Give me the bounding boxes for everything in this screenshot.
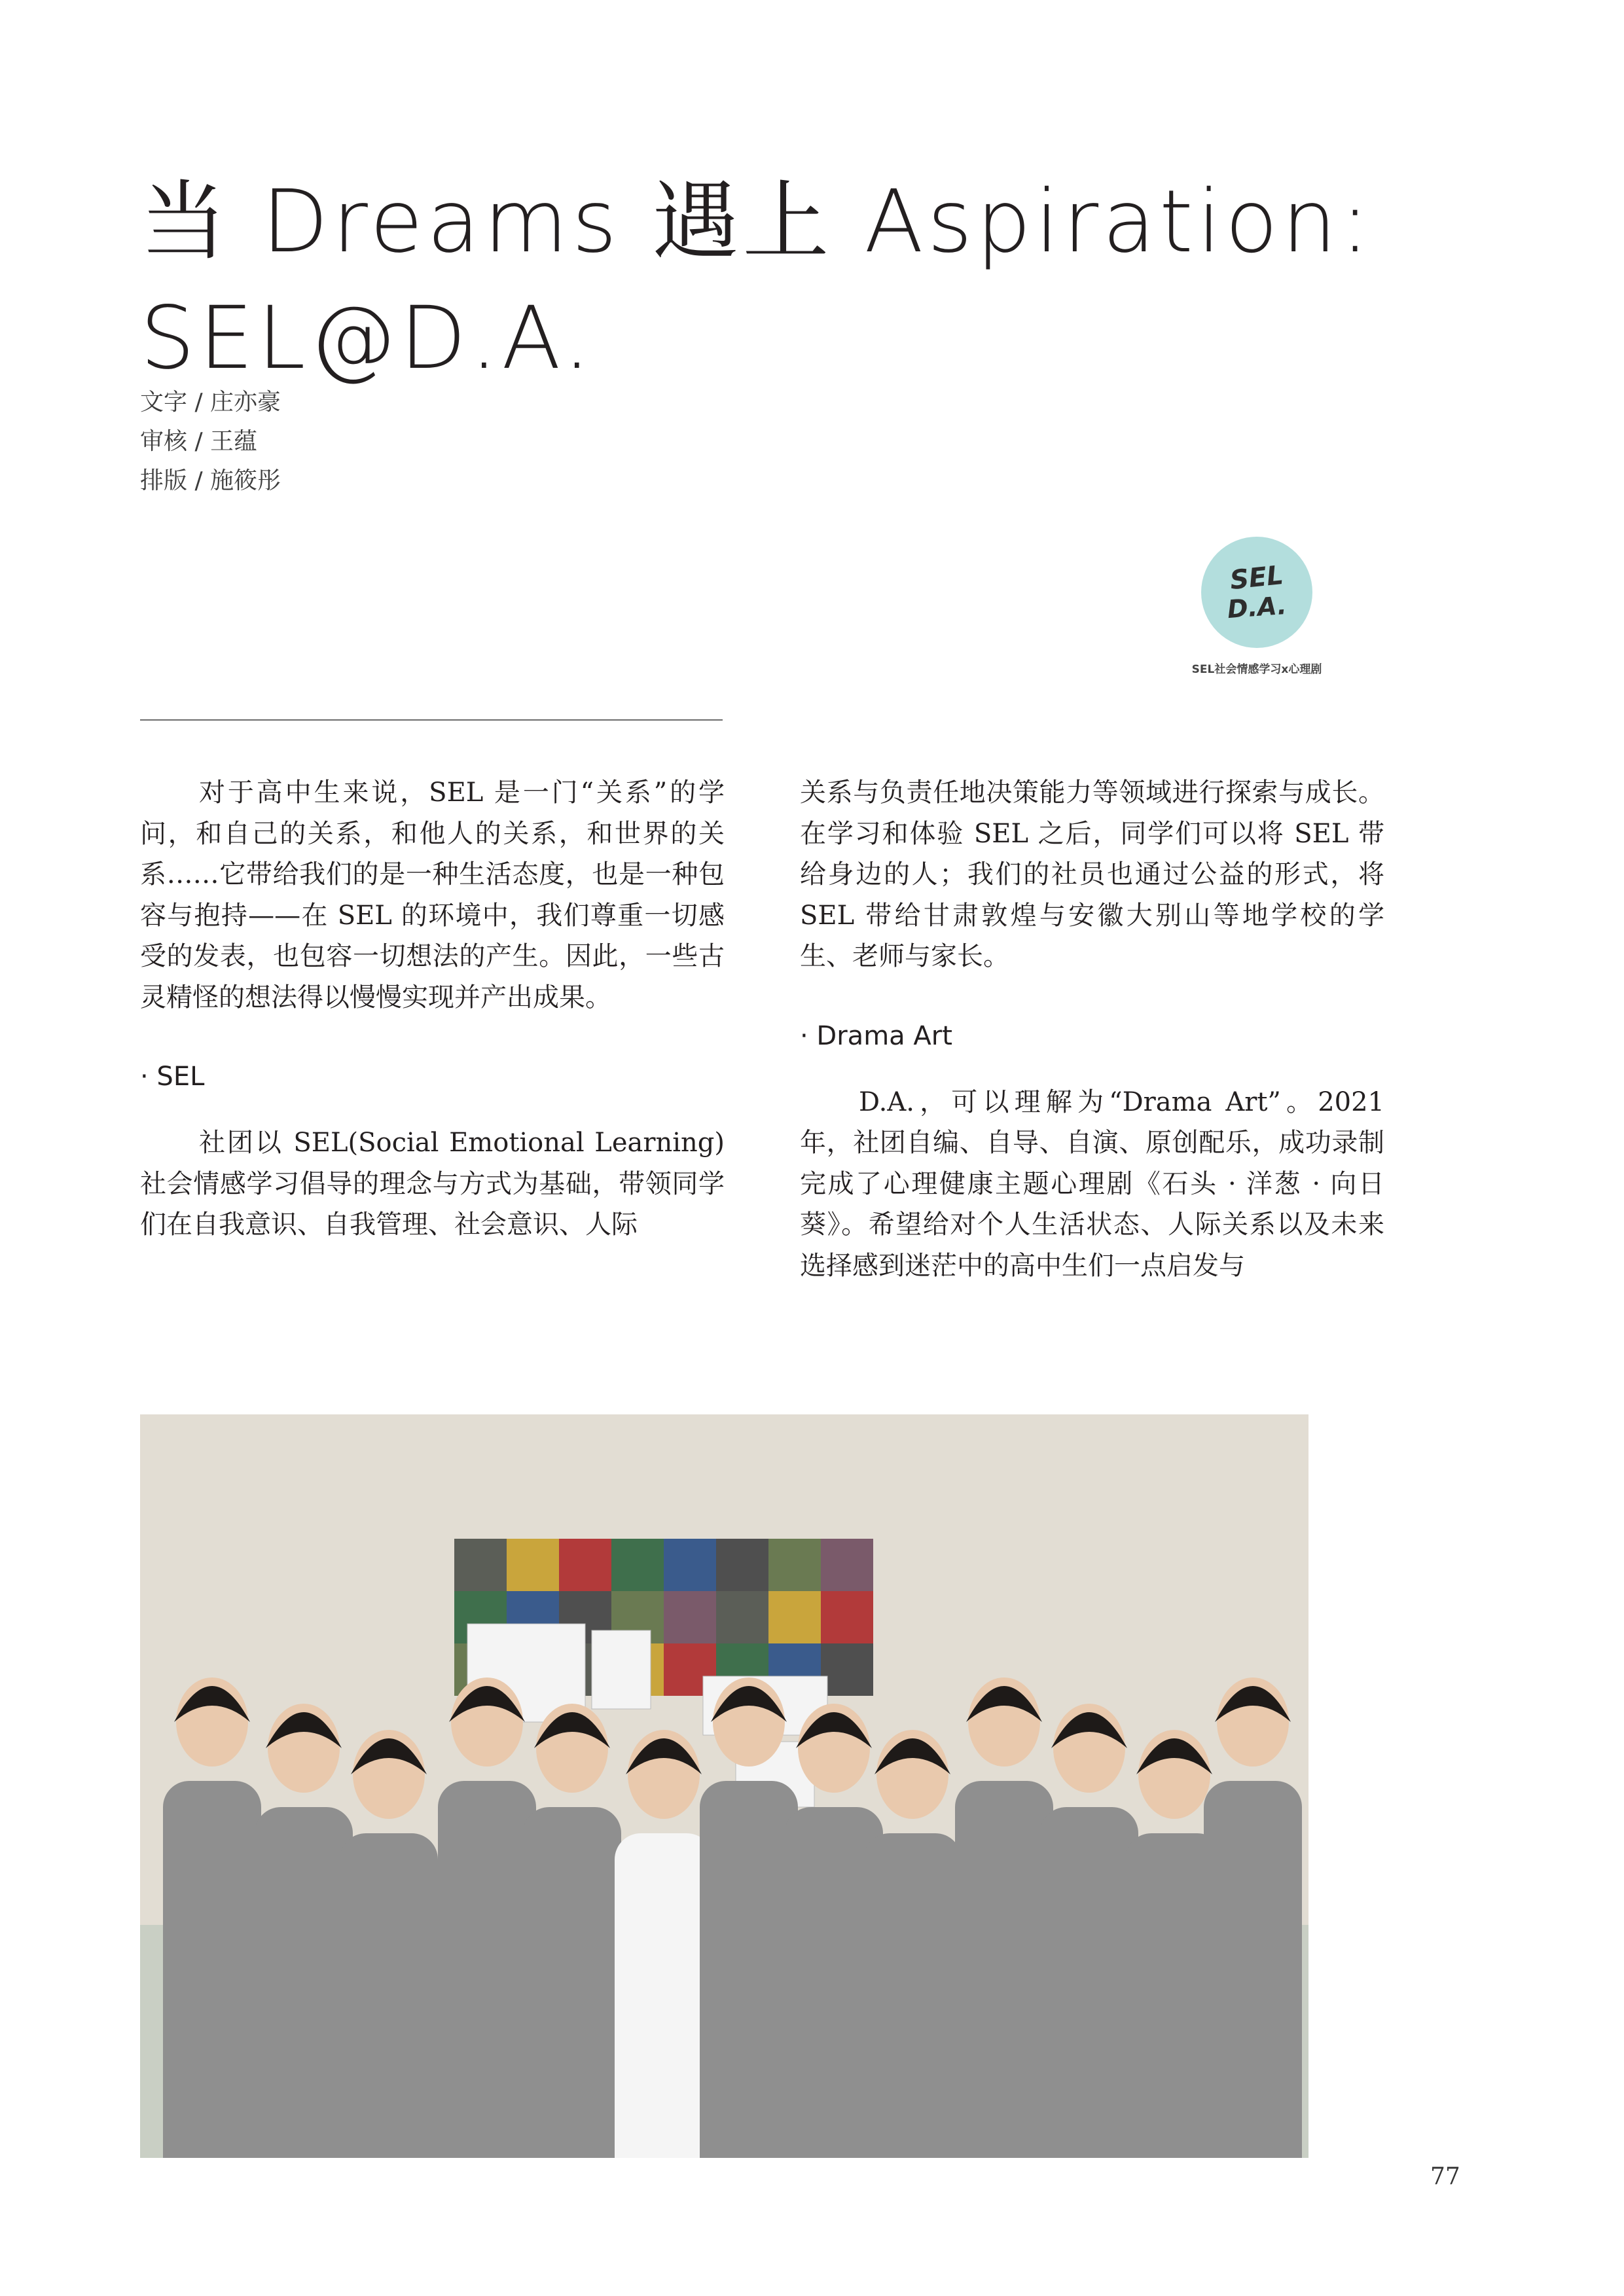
drama-art-paragraph: D.A.，可以理解为“Drama Art”。2021 年，社团自编、自导、自演、原创配乐，成功录制完成了心理健康主题心理剧《石头 · 洋葱 · 向日葵》。希望给对个人生活状态、人际关系以及未来选择感到迷茫中的高中生们一点启发与 — [800, 1086, 1384, 1281]
credit-writer: 文字 / 庄亦豪 — [140, 389, 281, 416]
color-panel — [768, 1591, 821, 1643]
color-panel — [664, 1591, 716, 1643]
group-photo-illustration — [140, 1414, 1308, 2158]
page-number: 77 — [1430, 2163, 1460, 2190]
logo-text-sel: SEL — [1229, 560, 1285, 596]
sel-paragraph-continued: 关系与负责任地决策能力等领域进行探索与成长。在学习和体验 SEL 之后，同学们可以将 SEL 带给身边的人；我们的社员也通过公益的形式，将 SEL 带给甘肃敦煌与安徽大别山等地学校的学生、老师与家长。 — [800, 778, 1384, 971]
credits — [140, 383, 281, 501]
color-panel — [821, 1539, 873, 1591]
color-panel — [454, 1539, 507, 1591]
section-heading-sel: · SEL — [140, 1062, 205, 1092]
color-panel — [716, 1591, 768, 1643]
group-photo — [140, 1414, 1308, 2158]
sel-paragraph: 社团以 SEL(Social Emotional Learning) 社会情感学习倡导的理念与方式为基础，带领同学们在自我意识、自我管理、社会意识、人际 — [140, 1128, 725, 1240]
article-title — [140, 164, 1515, 397]
club-logo — [1168, 537, 1345, 676]
color-panel — [664, 1539, 716, 1591]
title-line-1: 当 Dreams 遇上 Aspiration: — [140, 171, 1374, 272]
color-panel — [611, 1539, 664, 1591]
credit-layout: 排版 / 施筱彤 — [140, 467, 281, 494]
logo-text-da: D.A. — [1226, 590, 1288, 624]
intro-paragraph: 对于高中生来说，SEL 是一门“关系”的学问，和自己的关系，和他人的关系，和世界的关系……它带给我们的是一种生活态度，也是一种包容与抱持——在 SEL 的环境中，我们尊重一切感受的发表，也包容一切想法的产生。因此，一些古灵精怪的想法得以慢慢实现并产出成果。 — [140, 778, 725, 1013]
color-panel — [821, 1591, 873, 1643]
credit-reviewer: 审核 / 王蕴 — [140, 428, 258, 455]
color-panel — [821, 1643, 873, 1696]
section-heading-drama-art: · Drama Art — [800, 1020, 952, 1051]
right-column — [800, 772, 1384, 1286]
left-column — [140, 772, 725, 1246]
color-panel — [768, 1539, 821, 1591]
color-panel — [559, 1539, 611, 1591]
logo-circle — [1201, 537, 1312, 648]
color-panel — [507, 1539, 559, 1591]
logo-caption: SEL社会情感学习x心理剧 — [1191, 663, 1322, 676]
color-panel — [716, 1539, 768, 1591]
divider-rule — [140, 719, 723, 721]
title-line-2: SEL@D.A. — [140, 288, 595, 389]
